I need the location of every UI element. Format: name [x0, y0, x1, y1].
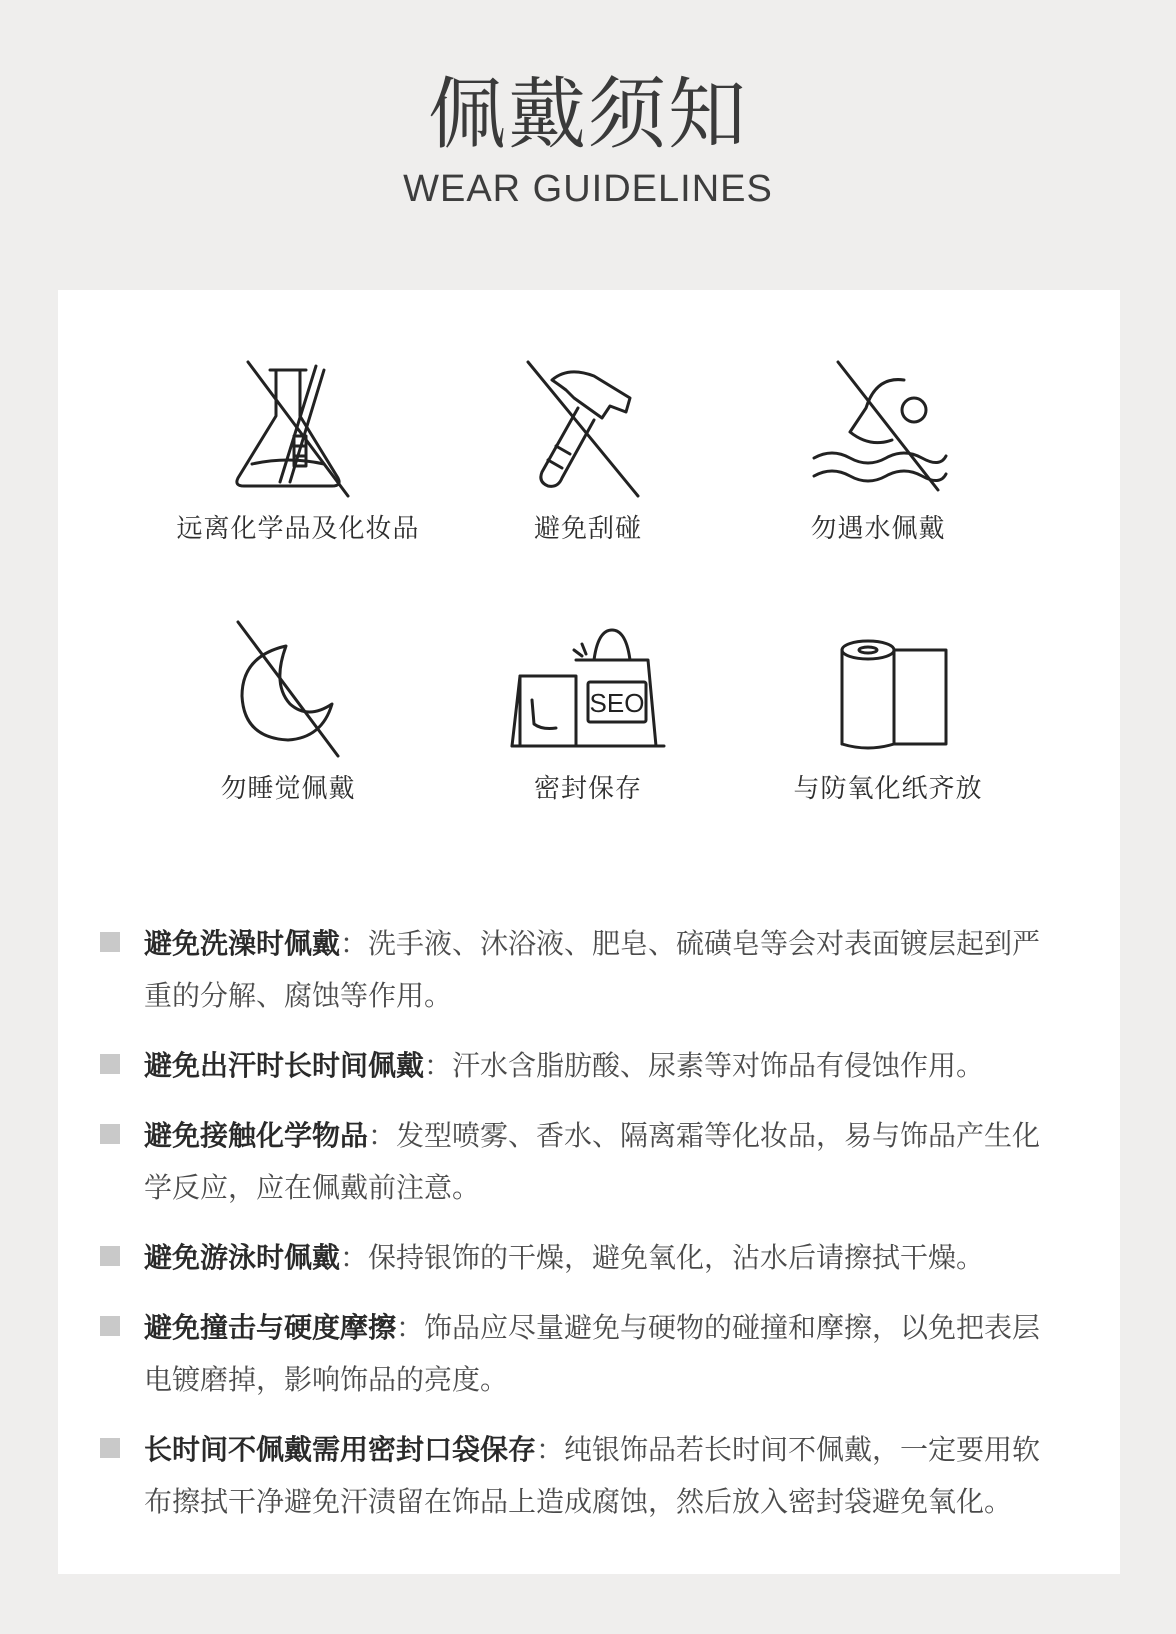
icon-label: 与防氧化纸齐放: [793, 774, 983, 804]
note-sep: ：: [424, 1049, 453, 1082]
note-sep: ：: [368, 1119, 397, 1152]
page-subtitle: WEAR GUIDELINES: [403, 168, 773, 210]
note-title: 避免撞击与硬度摩擦: [144, 1311, 397, 1344]
guideline-chemicals: [128, 360, 468, 545]
note-item: [100, 918, 1060, 1022]
no-swimming-icon: [788, 360, 968, 500]
no-hammer-icon: [498, 360, 678, 500]
note-title: 避免出汗时长时间佩戴: [144, 1049, 425, 1082]
bullet-square: [100, 932, 120, 952]
guideline-water: [708, 360, 1048, 545]
guideline-notes: [100, 918, 1060, 1546]
bullet-square: [100, 1438, 120, 1458]
icon-label: 避免刮碰: [533, 514, 642, 544]
page-title: 佩戴须知: [427, 70, 748, 160]
bullet-square: [100, 1054, 120, 1074]
icon-label: 密封保存: [533, 774, 642, 804]
icon-label: 勿遇水佩戴: [810, 514, 946, 544]
note-body: 饰品应尽量避免与硬物的碰撞和摩擦，以免把表层电镀磨掉，影响饰品的亮度。: [144, 1311, 1041, 1396]
bullet-square: [100, 1316, 120, 1336]
note-sep: ：: [396, 1311, 425, 1344]
note-item: [100, 1232, 1060, 1284]
note-body: 洗手液、沐浴液、肥皂、硫磺皂等会对表面镀层起到严重的分解、腐蚀等作用。: [144, 927, 1041, 1012]
guideline-sleep: [118, 620, 458, 805]
note-item: [100, 1424, 1060, 1528]
guideline-sealed: [418, 620, 758, 805]
note-title: 长时间不佩戴需用密封口袋保存: [144, 1433, 537, 1466]
note-sep: ：: [340, 1241, 369, 1274]
note-body: 汗水含脂肪酸、尿素等对饰品有侵蚀作用。: [452, 1049, 985, 1082]
note-sep: ：: [536, 1433, 565, 1466]
note-body: 保持银饰的干燥，避免氧化，沾水后请擦拭干燥。: [368, 1241, 985, 1274]
bullet-square: [100, 1124, 120, 1144]
note-item: [100, 1302, 1060, 1406]
note-sep: ：: [340, 927, 369, 960]
bag-seo-text: SEO: [589, 688, 645, 718]
sealed-bag-icon: [498, 620, 678, 760]
no-sleep-moon-icon: [198, 620, 378, 760]
no-chemicals-flask-icon: [208, 360, 388, 500]
note-body: 发型喷雾、香水、隔离霜等化妆品，易与饰品产生化学反应，应在佩戴前注意。: [144, 1119, 1041, 1204]
note-item: [100, 1040, 1060, 1092]
icon-label: 勿睡觉佩戴: [220, 774, 356, 804]
icon-label: 远离化学品及化妆品: [176, 514, 420, 544]
guideline-scratch: [418, 360, 758, 545]
guideline-paper: [718, 620, 1058, 805]
note-item: [100, 1110, 1060, 1214]
note-body: 纯银饰品若长时间不佩戴，一定要用软布擦拭干净避免汗渍留在饰品上造成腐蚀，然后放入密封袋避免氧化。: [144, 1433, 1041, 1518]
bullet-square: [100, 1246, 120, 1266]
note-title: 避免游泳时佩戴: [144, 1241, 341, 1274]
note-title: 避免接触化学物品: [144, 1119, 369, 1152]
note-title: 避免洗澡时佩戴: [144, 927, 341, 960]
paper-roll-icon: [798, 620, 978, 760]
